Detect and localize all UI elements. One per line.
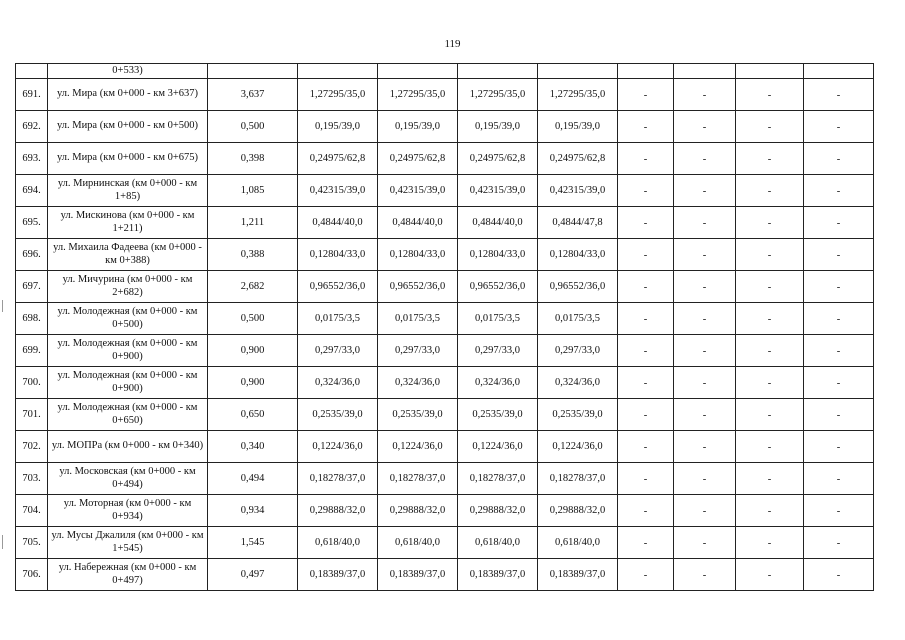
- value-cell: 0,1224/36,0: [538, 431, 618, 463]
- dash-cell: -: [618, 143, 674, 175]
- road-name-cell: ул. Мичурина (км 0+000 - км 2+682): [48, 271, 208, 303]
- page-number: 119: [444, 38, 461, 50]
- value-cell: 0,618/40,0: [538, 527, 618, 559]
- dash-cell: [804, 64, 874, 79]
- dash-cell: -: [674, 143, 736, 175]
- table-row: [16, 79, 874, 111]
- value-cell: 0,297/33,0: [538, 335, 618, 367]
- table-row: [16, 463, 874, 495]
- table-row: [16, 335, 874, 367]
- length-cell: 0,900: [208, 335, 298, 367]
- row-number-cell: 702.: [16, 431, 48, 463]
- dash-cell: -: [618, 111, 674, 143]
- row-number-cell: 698.: [16, 303, 48, 335]
- left-margin-mark: [2, 535, 3, 549]
- value-cell: 0,24975/62,8: [538, 143, 618, 175]
- table-row: [16, 143, 874, 175]
- dash-cell: -: [674, 239, 736, 271]
- row-number-cell: 691.: [16, 79, 48, 111]
- dash-cell: -: [804, 367, 874, 399]
- length-cell: 0,500: [208, 111, 298, 143]
- value-cell: 0,96552/36,0: [458, 271, 538, 303]
- length-cell: 0,398: [208, 143, 298, 175]
- value-cell: 0,96552/36,0: [378, 271, 458, 303]
- dash-cell: -: [804, 271, 874, 303]
- continuation-row: [16, 64, 874, 79]
- value-cell: 0,0175/3,5: [378, 303, 458, 335]
- row-number-cell: 701.: [16, 399, 48, 431]
- dash-cell: -: [618, 431, 674, 463]
- table-row: [16, 175, 874, 207]
- dash-cell: -: [804, 463, 874, 495]
- value-cell: 0,297/33,0: [378, 335, 458, 367]
- value-cell: 0,42315/39,0: [458, 175, 538, 207]
- dash-cell: -: [736, 527, 804, 559]
- value-cell: 0,12804/33,0: [458, 239, 538, 271]
- dash-cell: -: [618, 303, 674, 335]
- dash-cell: -: [736, 175, 804, 207]
- length-cell: 1,085: [208, 175, 298, 207]
- value-cell: 0,12804/33,0: [378, 239, 458, 271]
- dash-cell: -: [618, 79, 674, 111]
- row-number-cell: 692.: [16, 111, 48, 143]
- dash-cell: [618, 64, 674, 79]
- value-cell: 0,2535/39,0: [458, 399, 538, 431]
- length-cell: 0,340: [208, 431, 298, 463]
- dash-cell: -: [674, 207, 736, 239]
- row-number-cell: 704.: [16, 495, 48, 527]
- value-cell: 0,42315/39,0: [538, 175, 618, 207]
- value-cell: 0,324/36,0: [538, 367, 618, 399]
- table-row: [16, 495, 874, 527]
- road-name-cell: ул. Мискинова (км 0+000 - км 1+211): [48, 207, 208, 239]
- table-body: [16, 64, 874, 591]
- value-cell: 0,0175/3,5: [298, 303, 378, 335]
- length-cell: 0,494: [208, 463, 298, 495]
- table-row: [16, 239, 874, 271]
- road-name-cell: ул. Мира (км 0+000 - км 0+675): [48, 143, 208, 175]
- value-cell: 0,195/39,0: [298, 111, 378, 143]
- value-cell: 0,29888/32,0: [458, 495, 538, 527]
- roads-registry-table: [15, 63, 874, 591]
- road-name-cell: ул. Молодежная (км 0+000 - км 0+900): [48, 367, 208, 399]
- dash-cell: -: [618, 559, 674, 591]
- row-number-cell: 699.: [16, 335, 48, 367]
- value-cell: 0,29888/32,0: [298, 495, 378, 527]
- value-cell: [458, 64, 538, 79]
- value-cell: 0,1224/36,0: [458, 431, 538, 463]
- value-cell: 0,29888/32,0: [538, 495, 618, 527]
- dash-cell: [674, 64, 736, 79]
- value-cell: 1,27295/35,0: [458, 79, 538, 111]
- table-row: [16, 399, 874, 431]
- dash-cell: -: [736, 79, 804, 111]
- dash-cell: [736, 64, 804, 79]
- dash-cell: -: [804, 431, 874, 463]
- value-cell: 0,4844/40,0: [298, 207, 378, 239]
- value-cell: 0,2535/39,0: [378, 399, 458, 431]
- dash-cell: -: [618, 463, 674, 495]
- road-name-cell: ул. Молодежная (км 0+000 - км 0+650): [48, 399, 208, 431]
- table-row: [16, 431, 874, 463]
- dash-cell: -: [674, 431, 736, 463]
- dash-cell: -: [736, 463, 804, 495]
- value-cell: 0,18278/37,0: [298, 463, 378, 495]
- road-name-cell: ул. Мусы Джалиля (км 0+000 - км 1+545): [48, 527, 208, 559]
- dash-cell: -: [618, 495, 674, 527]
- dash-cell: -: [804, 111, 874, 143]
- dash-cell: -: [804, 175, 874, 207]
- dash-cell: -: [674, 559, 736, 591]
- dash-cell: -: [804, 335, 874, 367]
- dash-cell: -: [804, 527, 874, 559]
- dash-cell: -: [804, 79, 874, 111]
- dash-cell: -: [618, 271, 674, 303]
- dash-cell: -: [804, 559, 874, 591]
- length-cell: 0,934: [208, 495, 298, 527]
- value-cell: 0,195/39,0: [458, 111, 538, 143]
- table-row: [16, 527, 874, 559]
- length-cell: 0,650: [208, 399, 298, 431]
- value-cell: 0,4844/40,0: [378, 207, 458, 239]
- row-number-cell: [16, 64, 48, 79]
- table-row: [16, 303, 874, 335]
- road-name-cell: ул. Моторная (км 0+000 - км 0+934): [48, 495, 208, 527]
- row-number-cell: 694.: [16, 175, 48, 207]
- row-number-cell: 695.: [16, 207, 48, 239]
- dash-cell: -: [618, 367, 674, 399]
- value-cell: 0,42315/39,0: [378, 175, 458, 207]
- table-row: [16, 111, 874, 143]
- value-cell: 0,1224/36,0: [378, 431, 458, 463]
- value-cell: [298, 64, 378, 79]
- length-cell: 0,388: [208, 239, 298, 271]
- value-cell: 0,29888/32,0: [378, 495, 458, 527]
- road-name-cell: ул. Набережная (км 0+000 - км 0+497): [48, 559, 208, 591]
- dash-cell: -: [674, 399, 736, 431]
- dash-cell: -: [674, 79, 736, 111]
- value-cell: 0,297/33,0: [458, 335, 538, 367]
- dash-cell: -: [618, 399, 674, 431]
- value-cell: 0,1224/36,0: [298, 431, 378, 463]
- value-cell: 1,27295/35,0: [298, 79, 378, 111]
- dash-cell: -: [736, 495, 804, 527]
- value-cell: 0,0175/3,5: [458, 303, 538, 335]
- value-cell: 0,618/40,0: [378, 527, 458, 559]
- value-cell: 0,18389/37,0: [458, 559, 538, 591]
- dash-cell: -: [736, 303, 804, 335]
- dash-cell: -: [736, 335, 804, 367]
- value-cell: 0,96552/36,0: [298, 271, 378, 303]
- value-cell: 1,27295/35,0: [538, 79, 618, 111]
- value-cell: 0,24975/62,8: [458, 143, 538, 175]
- value-cell: 0,324/36,0: [298, 367, 378, 399]
- length-cell: 0,500: [208, 303, 298, 335]
- table-row: [16, 559, 874, 591]
- row-number-cell: 697.: [16, 271, 48, 303]
- value-cell: 0,2535/39,0: [538, 399, 618, 431]
- dash-cell: -: [618, 335, 674, 367]
- road-name-cell: ул. Мира (км 0+000 - км 3+637): [48, 79, 208, 111]
- row-number-cell: 696.: [16, 239, 48, 271]
- dash-cell: -: [804, 303, 874, 335]
- value-cell: 0,2535/39,0: [298, 399, 378, 431]
- length-cell: [208, 64, 298, 79]
- value-cell: 0,18389/37,0: [378, 559, 458, 591]
- value-cell: 0,12804/33,0: [538, 239, 618, 271]
- value-cell: 0,18278/37,0: [538, 463, 618, 495]
- dash-cell: -: [674, 303, 736, 335]
- dash-cell: -: [804, 399, 874, 431]
- value-cell: 0,96552/36,0: [538, 271, 618, 303]
- dash-cell: -: [674, 335, 736, 367]
- value-cell: [378, 64, 458, 79]
- value-cell: 1,27295/35,0: [378, 79, 458, 111]
- length-cell: 0,497: [208, 559, 298, 591]
- road-name-cell: ул. Молодежная (км 0+000 - км 0+500): [48, 303, 208, 335]
- value-cell: 0,12804/33,0: [298, 239, 378, 271]
- value-cell: 0,4844/40,0: [458, 207, 538, 239]
- value-cell: 0,18389/37,0: [298, 559, 378, 591]
- table-row: [16, 207, 874, 239]
- dash-cell: -: [618, 239, 674, 271]
- table-row: [16, 367, 874, 399]
- left-margin-mark: [2, 300, 3, 312]
- dash-cell: -: [736, 111, 804, 143]
- dash-cell: -: [736, 271, 804, 303]
- dash-cell: -: [736, 367, 804, 399]
- value-cell: 0,618/40,0: [298, 527, 378, 559]
- dash-cell: -: [674, 527, 736, 559]
- dash-cell: -: [618, 527, 674, 559]
- length-cell: 1,545: [208, 527, 298, 559]
- value-cell: 0,195/39,0: [378, 111, 458, 143]
- value-cell: 0,18389/37,0: [538, 559, 618, 591]
- dash-cell: -: [674, 495, 736, 527]
- row-number-cell: 705.: [16, 527, 48, 559]
- road-name-cell: ул. Михаила Фадеева (км 0+000 - км 0+388): [48, 239, 208, 271]
- road-name-cell: ул. Мира (км 0+000 - км 0+500): [48, 111, 208, 143]
- dash-cell: -: [674, 367, 736, 399]
- table-row: [16, 271, 874, 303]
- value-cell: 0,297/33,0: [298, 335, 378, 367]
- dash-cell: -: [736, 399, 804, 431]
- road-name-cell: ул. Мирнинская (км 0+000 - км 1+85): [48, 175, 208, 207]
- dash-cell: -: [736, 207, 804, 239]
- dash-cell: -: [736, 431, 804, 463]
- row-number-cell: 706.: [16, 559, 48, 591]
- dash-cell: -: [674, 175, 736, 207]
- road-name-cell: ул. Молодежная (км 0+000 - км 0+900): [48, 335, 208, 367]
- dash-cell: -: [736, 143, 804, 175]
- dash-cell: -: [674, 463, 736, 495]
- dash-cell: -: [804, 207, 874, 239]
- length-cell: 2,682: [208, 271, 298, 303]
- value-cell: 0,24975/62,8: [298, 143, 378, 175]
- value-cell: 0,618/40,0: [458, 527, 538, 559]
- value-cell: 0,18278/37,0: [458, 463, 538, 495]
- road-name-cell: ул. МОПРа (км 0+000 - км 0+340): [48, 431, 208, 463]
- length-cell: 3,637: [208, 79, 298, 111]
- value-cell: 0,324/36,0: [378, 367, 458, 399]
- dash-cell: -: [674, 271, 736, 303]
- dash-cell: -: [674, 111, 736, 143]
- dash-cell: -: [736, 559, 804, 591]
- dash-cell: -: [618, 207, 674, 239]
- dash-cell: -: [618, 175, 674, 207]
- length-cell: 1,211: [208, 207, 298, 239]
- value-cell: 0,24975/62,8: [378, 143, 458, 175]
- value-cell: 0,42315/39,0: [298, 175, 378, 207]
- row-number-cell: 700.: [16, 367, 48, 399]
- dash-cell: -: [804, 239, 874, 271]
- dash-cell: -: [804, 495, 874, 527]
- value-cell: 0,324/36,0: [458, 367, 538, 399]
- value-cell: [538, 64, 618, 79]
- road-name-cell: ул. Московская (км 0+000 - км 0+494): [48, 463, 208, 495]
- value-cell: 0,195/39,0: [538, 111, 618, 143]
- row-number-cell: 703.: [16, 463, 48, 495]
- value-cell: 0,18278/37,0: [378, 463, 458, 495]
- value-cell: 0,0175/3,5: [538, 303, 618, 335]
- dash-cell: -: [736, 239, 804, 271]
- dash-cell: -: [804, 143, 874, 175]
- road-name-cell: 0+533): [48, 64, 208, 79]
- row-number-cell: 693.: [16, 143, 48, 175]
- length-cell: 0,900: [208, 367, 298, 399]
- value-cell: 0,4844/47,8: [538, 207, 618, 239]
